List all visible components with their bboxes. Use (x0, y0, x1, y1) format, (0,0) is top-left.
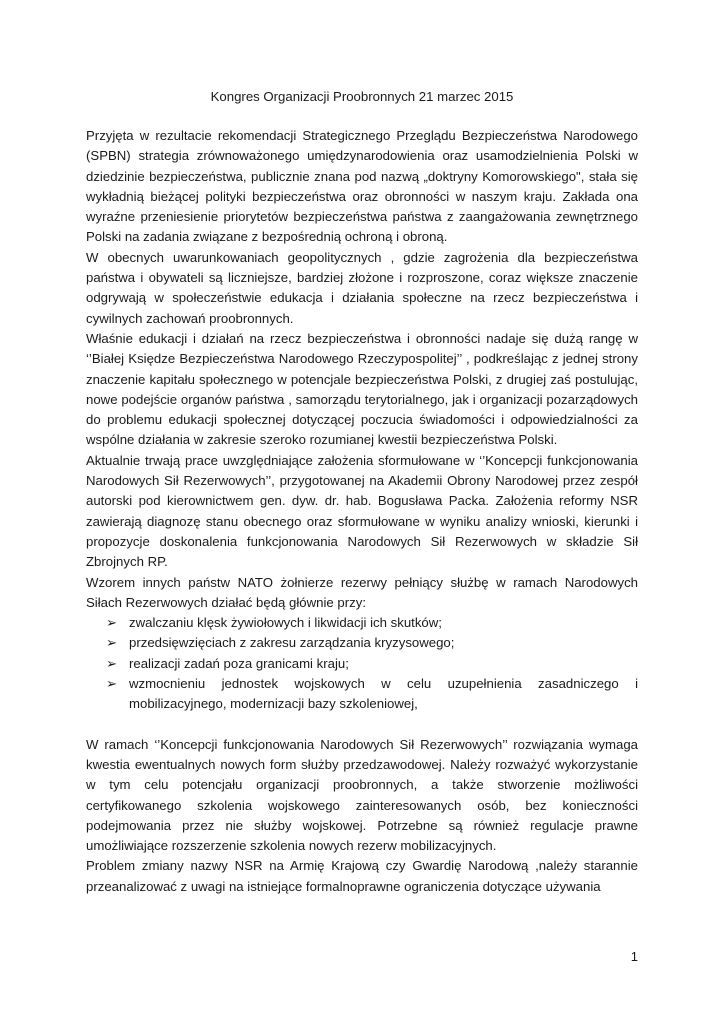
list-item (86, 654, 638, 674)
paragraph-pre-service-training: W ramach ‘’Koncepcji funkcjonowania Narodowych Sił Rezerwowych’’ rozwiązania wymaga kwestia ewentualnych nowych form służby przedzawodowej. Należy rozważyć wykorzystanie w tym celu potencjału organizacji proobronnych, a także stworzenie możliwości certyfikowanego szkolenia wojskowego zainteresowanych osób, bez konieczności podejmowania przez nie służby wojskowej. Potrzebne są również regulacje prawne umożliwiające rozszerzenie szkolenia nowych rezerw mobilizacyjnych. (86, 736, 638, 854)
paragraph-white-book: Właśnie edukacji i działań na rzecz bezpieczeństwa i obronności nadaje się dużą rangę w ‘’Białej Księdze Bezpieczeństwa Narodowego Rzeczypospolitej’’ , podkreślając z jednej strony znaczenie kapitału społecznego w potencjale bezpieczeństwa Polski, z drugiej zaś postulując, nowe podejście organów państwa , samorządu terytorialnego, jak i organizacji pozarządowych do problemu edukacji społecznej dotyczącej poczucia świadomości i odpowiedzialności za wspólne działania w zakresie szeroko rozumianej kwestii bezpieczeństwa Polski. (86, 330, 638, 448)
document-title: Kongres Organizacji Proobronnych 21 marzec 2015 (210, 89, 514, 104)
paragraph-geopolitical-conditions: W obecnych uwarunkowaniach geopolitycznych , gdzie zagrożenia dla bezpieczeństwa państwa i obywateli są liczniejsze, bardziej złożone i rozproszone, coraz większe znaczenie odgrywają w społeczeństwie edukacja i działania społeczne na rzecz bezpieczeństwa i cywilnych zachowań proobronnych. (86, 249, 638, 326)
list-item (86, 674, 638, 715)
arrow-bullet-icon: ➢ (106, 655, 118, 671)
paragraph-nsr-concept: Aktualnie trwają prace uwzględniające założenia sformułowane w ‘’Koncepcji funkcjonowania Narodowych Sił Rezerwowych’’, przygotowanej na Akademii Obrony Narodowej przez zespół autorski pod kierownictwem gen. dyw. dr. hab. Bogusława Packa. Założenia reformy NSR zawierają diagnozę stanu obecnego oraz sformułowane w wyniku analizy wnioski, kierunki i propozycje doskonalenia funkcjonowania Narodowych Sił Rezerwowych w składzie Sił Zbrojnych RP. (86, 452, 638, 570)
document-body (86, 126, 638, 897)
arrow-bullet-icon: ➢ (106, 676, 118, 692)
arrow-bullet-icon: ➢ (106, 615, 118, 631)
paragraph-name-change: Problem zmiany nazwy NSR na Armię Krajową czy Gwardię Narodową ,należy starannie przeanalizować z uwagi na istniejące formalnoprawne ograniczenia dotyczące używania (86, 858, 638, 894)
paragraph-spbn-strategy: Przyjęta w rezultacie rekomendacji Strategicznego Przeglądu Bezpieczeństwa Narodowego (SPBN) strategia zrównoważonego umiędzynarodowienia oraz usamodzielnienia Polski w dziedzinie bezpieczeństwa, publicznie znana pod nazwą „doktryny Komorowskiego", stała się wykładnią bieżącej polityki bezpieczeństwa oraz obronności w naszym kraju. Zakłada ona wyraźne przeniesienie priorytetów bezpieczeństwa państwa z zaangażowania zewnętrznego Polski na zadania związane z bezpośrednią ochroną i obroną. (86, 128, 638, 245)
list-item-text: przedsięwzięciach z zakresu zarządzania kryzysowego; (129, 635, 455, 651)
reserve-tasks-list (86, 613, 638, 714)
list-item (86, 633, 638, 653)
paragraph-nato-reserves: Wzorem innych państw NATO żołnierze rezerwy pełniący służbę w ramach Narodowych Siłach Rezerwowych działać będą głównie przy: (86, 574, 638, 610)
list-item-text: realizacji zadań poza granicami kraju; (129, 655, 349, 671)
list-item-text: wzmocnieniu jednostek wojskowych w celu uzupełnienia zasadniczego i mobilizacyjnego, modernizacji bazy szkoleniowej, (129, 676, 638, 712)
list-item (86, 613, 638, 633)
arrow-bullet-icon: ➢ (106, 635, 118, 651)
list-item-text: zwalczaniu klęsk żywiołowych i likwidacji ich skutków; (129, 615, 442, 631)
page-number: 1 (630, 949, 638, 964)
